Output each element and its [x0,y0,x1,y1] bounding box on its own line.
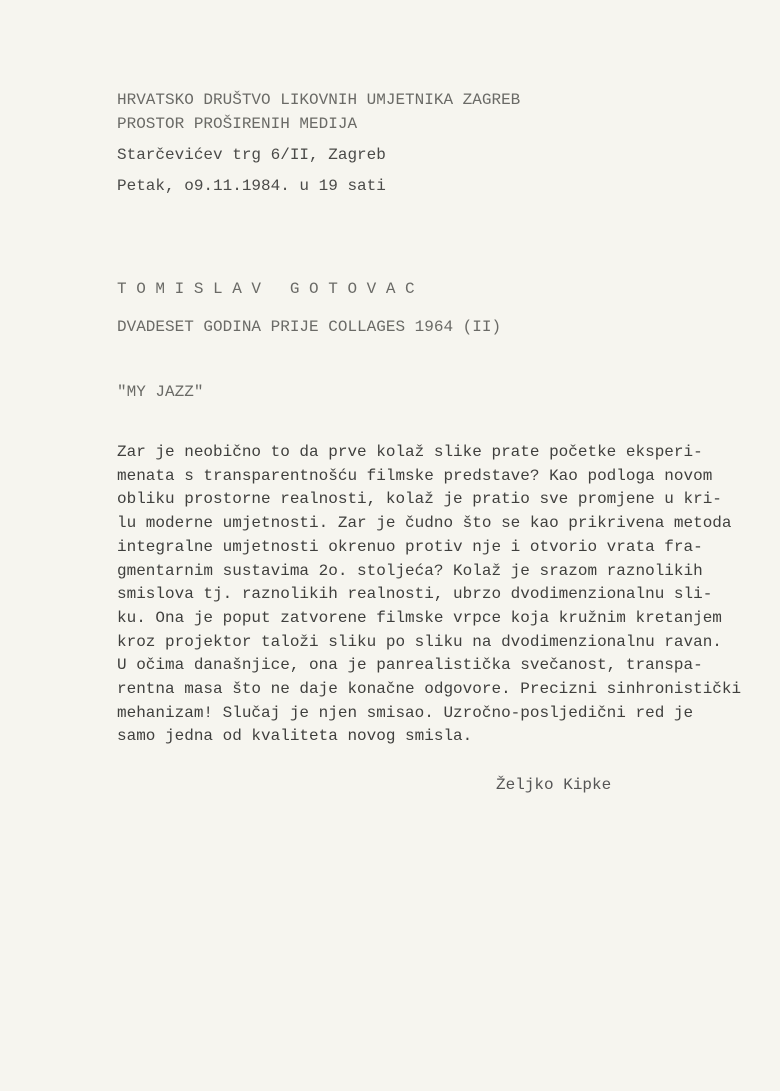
venue-line: PROSTOR PROŠIRENIH MEDIJA [117,115,358,133]
exhibition-title: DVADESET GODINA PRIJE COLLAGES 1964 (II) [117,318,502,336]
body-line: obliku prostorne realnosti, kolaž je pratio sve promjene u kri- [117,490,722,509]
body-line: U očima današnjice, ona je panrealistička svečanost, transpa- [117,656,703,675]
body-line: kroz projektor taloži sliku po sliku na dvodimenzionalnu ravan. [117,632,722,651]
body-line: smislova tj. raznolikih realnosti, ubrzo dvodimenzionalnu sli- [117,585,713,604]
signature: Željko Kipke [496,776,612,794]
body-line: mehanizam! Slučaj je njen smisao. Uzročno-posljedični red je [117,703,694,722]
body-line: samo jedna od kvaliteta novog smisla. [117,727,473,746]
exhibition-subtitle: "MY JAZZ" [117,383,204,401]
body-line: Zar je neobično to da prve kolaž slike prate početke eksperi- [117,443,703,461]
date-time-line: Petak, o9.11.1984. u 19 sati [117,177,386,195]
body-line: rentna masa što ne daje konačne odgovore. Precizni sinhronistički [117,680,742,698]
body-line: gmentarnim sustavima 2o. stoljeća? Kolaž je srazom raznolikih [117,561,703,580]
organization-line: HRVATSKO DRUŠTVO LIKOVNIH UMJETNIKA ZAGREB [117,91,521,109]
artist-name: T O M I S L A V G O T O V A C [117,280,415,298]
body-line: ku. Ona je poput zatvorene filmske vrpce koja kružnim kretanjem [117,608,722,627]
body-line: lu moderne umjetnosti. Zar je čudno što se kao prikrivena metoda [117,514,732,533]
address-line: Starčevićev trg 6/II, Zagreb [117,146,386,164]
body-line: integralne umjetnosti okrenuo protiv nje i otvorio vrata fra- [117,537,703,556]
body-line: menata s transparentnošću filmske predstave? Kao podloga novom [117,466,713,485]
